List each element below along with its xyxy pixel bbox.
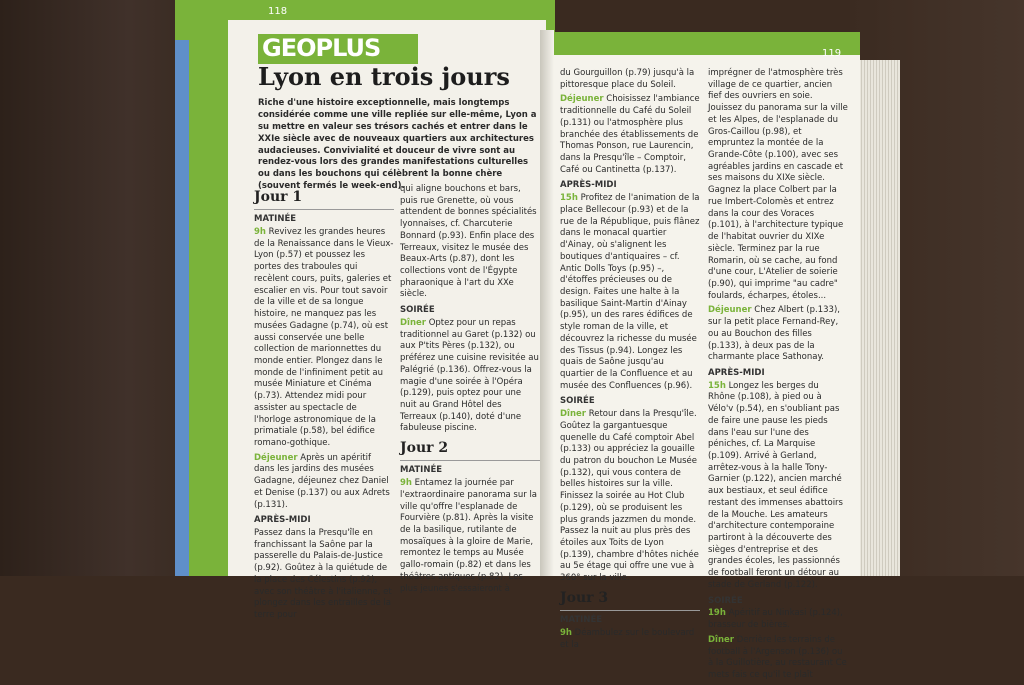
paragraph-text: Déambulez sur le boulevard et la xyxy=(560,627,695,650)
time-label: Dîner xyxy=(560,409,586,420)
section-label: MATINÉE xyxy=(560,615,603,626)
section-label: APRÈS-MIDI xyxy=(254,515,311,526)
intro-paragraph: Riche d'une histoire exceptionnelle, mais longtemps considérée comme une ville repliée sur elle-même, Lyon a su mettre en valeur ses trésors cachés et entrer dans le XXIe siècle avec de nouveaux quartiers aux architectures audacieuses. Convivialité et douceur de vivre sont au rendez-vous lors des grandes manifestations culturelles ou dans les bouchons qui célèbrent la bonne chère (souvent fermés le week-end). xyxy=(258,98,537,192)
page-title: Lyon en trois jours xyxy=(258,62,510,91)
time-label: 15h xyxy=(560,193,578,204)
time-label: 15h xyxy=(708,380,726,391)
page-number-left: 118 xyxy=(268,6,288,17)
section-label: SOIRÉE xyxy=(400,305,435,316)
time-label: 19h xyxy=(708,608,726,619)
paragraph-text: Derrière les terrains de football à l'Argenson (p.136) ou à la Guillotière, au restaurant Ce mets fais ce qu'il te plaît xyxy=(708,634,847,680)
book-gutter xyxy=(540,30,554,576)
time-label: Dîner xyxy=(400,317,426,328)
time-label: Déjeuner xyxy=(560,94,604,105)
section-label: APRÈS-MIDI xyxy=(560,180,617,191)
paragraph-text: Revivez les grandes heures de la Renaissance dans le Vieux-Lyon (p.57) et poussez les portes des traboules qui recèlent cours, puits, galeries et escalier en vis. Pour tout savoir de la ville et de sa longue histoire, ne manquez pas les musées Gadagne (p.74), où est aussi conservée une belle collection de marionnettes du monde entier. Plongez dans le monde de l'infiniment petit au musée Miniature et Cinéma (p.73). Attendez midi pour assister au spectacle de l'horloge astronomique de la primatiale (p.58), bel édifice romano-gothique. xyxy=(254,227,394,448)
paragraph xyxy=(560,94,700,176)
section-label: APRÈS-MIDI xyxy=(708,367,765,378)
book-cover-edge xyxy=(175,40,189,576)
column-day3 xyxy=(708,68,848,685)
day-title: Jour 1 xyxy=(254,188,394,210)
paragraph xyxy=(254,453,394,512)
paragraph xyxy=(560,193,700,392)
paragraph xyxy=(708,608,848,631)
paragraph xyxy=(560,409,700,585)
paragraph: Passez dans la Presqu'île en franchissant la Saône par la passerelle du Palais-de-Justice (p.92). Goûtez à la quiétude de la place des Célestins (p.92), avec son théâtre à l'italienne, et plongez dans les entrailles de la terre pour xyxy=(254,528,392,621)
paragraph-text: Après un apéritif dans les jardins des musées Gadagne, déjeunez chez Daniel et Denise (p.137) ou aux Adrets (p.131). xyxy=(254,452,390,510)
section-label: SOIRÉE xyxy=(708,595,743,606)
paragraph: qui aligne bouchons et bars, puis rue Grenette, où vous attendent de bonnes spécialités lyonnaises, cf. Charcuterie Bonnard (p.93). Enfin place des Terreaux, visitez le musée des Beaux-Arts (p.87), dont les collections vont de l'Égypte pharaonique à l'art du XXe siècle. xyxy=(400,184,537,300)
section-label: MATINÉE xyxy=(400,465,443,476)
paragraph xyxy=(400,478,540,595)
paragraph-text: Longez les berges du Rhône (p.108), à pied ou à Vélo'v (p.54), en s'oubliant pas de faire une pause les pieds dans l'eau sur l'une des péniches, cf. La Marquise (p.109). Arrivé à Gerland, arrêtez-vous à la halle Tony-Garnier (p.122), ancien marché aux bestiaux, et seul édifice restant des immenses abattoirs de la Mouche. Les amateurs d'architecture contemporaine partiront à la découverte des sièges d'entreprise et des grandes écoles, les passionnés de football feront un détour au stade de Gerland (p.122). xyxy=(708,380,843,590)
time-label: 9h xyxy=(560,627,572,638)
day-title: Jour 2 xyxy=(400,439,540,461)
section-label: MATINÉE xyxy=(254,214,297,225)
paragraph xyxy=(708,381,848,592)
paragraph-text: Profitez de l'animation de la place Bellecour (p.93) et de la rue de la République, puis flânez dans le monacal quartier d'Ainay, où s'alignent les boutiques d'antiquaires – cf. Antic Dolls Toys (p.95) –, d'étoffes précieuses ou de design. Faites une halte à la basilique Saint-Martin d'Ainay (p.95), un des rares édifices de style roman de la ville, et découvrez la richesse du musée des Tissus (p.94). Longez les quais de Saône jusqu'au quartier de la Confluence et au musée des Confluences (p.96). xyxy=(560,193,700,391)
paragraph-text: Chez Albert (p.133), sur la petit place Fernand-Rey, ou au Bouchon des filles (p.133), à deux pas de la charmante place Sathonay. xyxy=(708,305,840,363)
column-day1 xyxy=(254,184,394,625)
column-day2 xyxy=(560,68,700,654)
paragraph: du Gourguillon (p.79) jusqu'à la pittoresque place du Soleil. xyxy=(560,68,695,90)
time-label: 9h xyxy=(400,478,412,489)
paragraph: imprégner de l'atmosphère très village de ce quartier, ancien fief des ouvriers en soie. Jouissez du panorama sur la ville et les Alpes, de l'esplanade du Gros-Caillou (p.98), et empruntez la montée de la Grande-Côte (p.100), avec ses agréables jardins en cascade et ses maisons du XIXe siècle. Gagnez la place Colbert par la rue Imbert-Colomès et entrez dans la cour des Voraces (p.101), à l'architecture typique de l'habitat ouvrier du XIXe siècle. Terminez par la rue Romarin, où se cache, au fond d'une cour, L'Atelier de soierie (p.90), qui imprime "au cadre" foulards, écharpes, étoles... xyxy=(708,68,848,301)
section-brand-label: GEOPLUS xyxy=(262,34,381,62)
section-label: SOIRÉE xyxy=(560,396,595,407)
paragraph xyxy=(708,305,848,364)
paragraph xyxy=(560,628,700,651)
day-title: Jour 3 xyxy=(560,589,700,611)
paragraph-text: Apéritif au Ninkasi (p.124), brasseur de bières. xyxy=(708,608,843,631)
time-label: Dîner xyxy=(708,634,734,645)
paragraph xyxy=(400,318,540,435)
time-label: Déjeuner xyxy=(254,452,298,463)
paragraph-text: Entamez la journée par l'extraordinaire panorama sur la ville qu'offre l'esplanade de Fourvière (p.81). Après la visite de la basilique, rutilante de mosaïques à la gloire de Marie, remontez le temps au Musée gallo-romain (p.82) et dans les théâtres antiques (p.82). Les plus jeunes s'essaieront à xyxy=(400,478,538,594)
time-label: 9h xyxy=(254,227,266,238)
paragraph-text: Retour dans la Presqu'île. Goûtez la gargantuesque quenelle du Café comptoir Abel (p.133) ou appréciez la gouaille du patron du bouchon Le Musée (p.132), qui vous contera de belles histoires sur la ville. Finissez la soirée au Hot Club (p.129), où se produisent les plus grands jazzmen du monde. Passez la nuit au plus près des étoiles aux Toits de Lyon (p.139), chambre d'hôtes nichée au 5e étage qui offre une vue à 360° sur la ville. xyxy=(560,409,699,584)
paragraph-text: Optez pour un repas traditionnel au Garet (p.132) ou aux P'tits Pères (p.132), ou préférez une cuisine revisitée au Palégrié (p.136). Offrez-vous la magie d'une soirée à l'Opéra (p.129), puis optez pour une nuit au Grand Hôtel des Terreaux (p.140), doté d'une fabuleuse piscine. xyxy=(400,317,539,434)
paragraph-text: Choisissez l'ambiance traditionnelle du Café du Soleil (p.131) ou l'atmosphère plus branchée des établissements de Thomas Ponson, rue Laurencin, dans la Presqu'île – Comptoir, Café ou Cantinetta (p.137). xyxy=(560,94,700,175)
paragraph xyxy=(708,635,848,682)
paragraph xyxy=(254,227,394,450)
time-label: Déjeuner xyxy=(708,305,752,316)
page-number-right: 119 xyxy=(822,48,842,59)
column-day1-cont xyxy=(400,184,540,598)
